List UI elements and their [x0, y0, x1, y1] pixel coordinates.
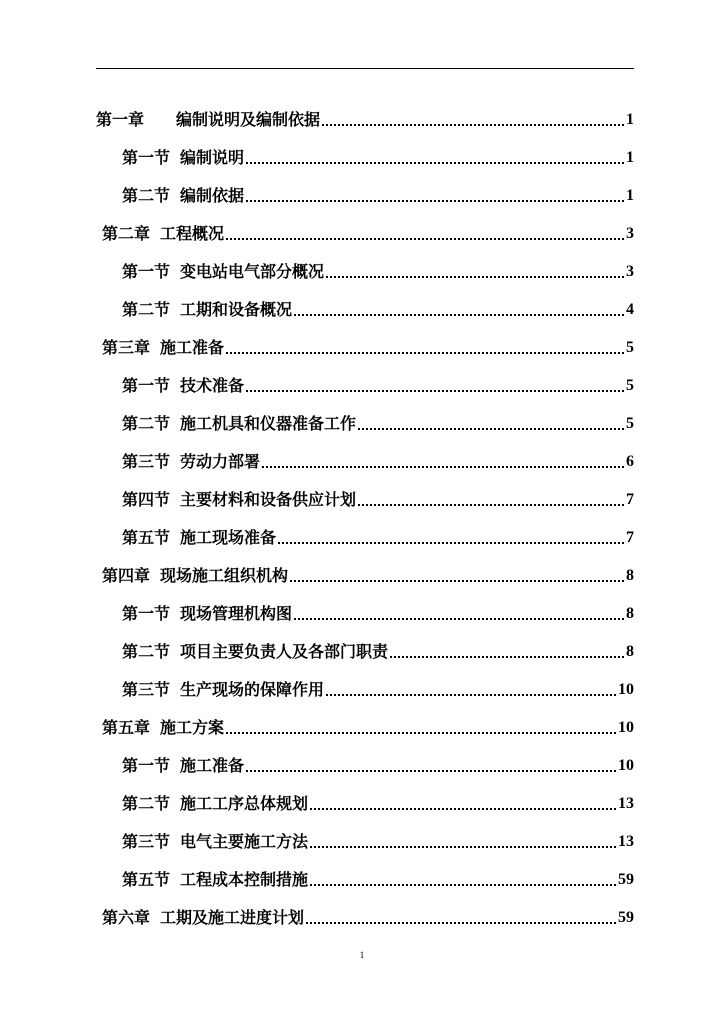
toc-section-entry[interactable] [0, 738, 724, 776]
toc-dot-leader [290, 580, 624, 582]
toc-entry-number: 第二节 [122, 300, 171, 319]
toc-entry-number: 第五章 [102, 718, 151, 737]
toc-section-entry[interactable] [0, 814, 724, 852]
toc-section-entry[interactable] [0, 396, 724, 434]
toc-entry-page: 5 [626, 377, 634, 394]
toc-dot-leader [226, 238, 624, 240]
toc-dot-leader [310, 884, 616, 886]
toc-entry-page: 8 [626, 605, 634, 622]
toc-entry-title: 电气主要施工方法 [180, 832, 309, 851]
header-rule [96, 68, 634, 69]
toc-entry-page: 4 [626, 301, 634, 318]
toc-dot-leader [294, 314, 624, 316]
toc-chapter-entry[interactable] [0, 700, 724, 738]
toc-section-entry[interactable] [0, 586, 724, 624]
toc-entry-page: 1 [626, 149, 634, 166]
toc-entry-title: 劳动力部署 [180, 452, 261, 471]
toc-entry-title: 现场管理机构图 [180, 604, 293, 623]
toc-chapter-entry[interactable] [0, 206, 724, 244]
toc-section-entry[interactable] [0, 244, 724, 282]
toc-section-entry[interactable] [0, 472, 724, 510]
toc-entry-number: 第二节 [122, 186, 171, 205]
toc-entry-number: 第三节 [122, 452, 171, 471]
toc-entry-page: 10 [618, 719, 634, 736]
toc-entry-title: 施工准备 [180, 756, 245, 775]
toc-section-entry[interactable] [0, 358, 724, 396]
toc-dot-leader [326, 276, 624, 278]
toc-entry-number: 第三节 [122, 832, 171, 851]
toc-section-entry[interactable] [0, 852, 724, 890]
toc-entry-page: 5 [626, 415, 634, 432]
toc-entry-number: 第六章 [102, 908, 151, 927]
toc-entry-page: 6 [626, 453, 634, 470]
toc-dot-leader [358, 504, 624, 506]
toc-entry-number: 第二章 [102, 224, 151, 243]
toc-entry-title: 编制依据 [180, 186, 245, 205]
toc-entry-title: 施工机具和仪器准备工作 [180, 414, 357, 433]
toc-entry-title: 施工现场准备 [180, 528, 277, 547]
toc-dot-leader [390, 656, 624, 658]
toc-entry-page: 8 [626, 567, 634, 584]
toc-dot-leader [326, 694, 616, 696]
toc-entry-number: 第三节 [122, 680, 171, 699]
toc-chapter-entry[interactable] [0, 548, 724, 586]
toc-entry-page: 59 [618, 909, 634, 926]
toc-entry-page: 13 [618, 833, 634, 850]
toc-entry-title: 编制说明 [180, 148, 245, 167]
toc-entry-page: 7 [626, 491, 634, 508]
toc-entry-number: 第一章 [96, 110, 145, 129]
toc-section-entry[interactable] [0, 776, 724, 814]
toc-chapter-entry[interactable] [0, 890, 724, 928]
toc-entry-number: 第一节 [122, 376, 171, 395]
toc-entry-title: 变电站电气部分概况 [180, 262, 325, 281]
toc-entry-page: 13 [618, 795, 634, 812]
toc-entry-page: 59 [618, 871, 634, 888]
toc-entry-title: 施工方案 [160, 718, 225, 737]
toc-section-entry[interactable] [0, 510, 724, 548]
toc-entry-number: 第五节 [122, 870, 171, 889]
toc-entry-title: 施工工序总体规划 [180, 794, 309, 813]
toc-entry-title: 技术准备 [180, 376, 245, 395]
toc-entry-title: 工期及施工进度计划 [160, 908, 305, 927]
toc-dot-leader [294, 618, 624, 620]
toc-entry-title: 工程概况 [160, 224, 225, 243]
toc-entry-number: 第一节 [122, 148, 171, 167]
toc-dot-leader [246, 200, 624, 202]
toc-entry-number: 第二节 [122, 794, 171, 813]
toc-dot-leader [358, 428, 624, 430]
toc-dot-leader [246, 162, 624, 164]
toc-dot-leader [246, 770, 616, 772]
toc-entry-page: 5 [626, 339, 634, 356]
toc-section-entry[interactable] [0, 168, 724, 206]
toc-chapter-entry[interactable] [0, 320, 724, 358]
toc-entry-title: 项目主要负责人及各部门职责 [180, 642, 389, 661]
toc-entry-page: 1 [626, 111, 634, 128]
toc-dot-leader [226, 352, 624, 354]
toc-dot-leader [310, 846, 616, 848]
toc-entry-number: 第五节 [122, 528, 171, 547]
toc-section-entry[interactable] [0, 434, 724, 472]
toc-entry-page: 7 [626, 529, 634, 546]
toc-entry-title: 工程成本控制措施 [180, 870, 309, 889]
toc-entry-number: 第一节 [122, 756, 171, 775]
toc-dot-leader [226, 732, 616, 734]
toc-dot-leader [310, 808, 616, 810]
toc-entry-title: 工期和设备概况 [180, 300, 293, 319]
toc-entry-page: 8 [626, 643, 634, 660]
toc-entry-number: 第一节 [122, 604, 171, 623]
toc-entry-page: 1 [626, 187, 634, 204]
toc-dot-leader [262, 466, 624, 468]
toc-entry-number: 第四节 [122, 490, 171, 509]
toc-entry-title: 施工准备 [160, 338, 225, 357]
toc-entry-title: 编制说明及编制依据 [176, 110, 321, 129]
toc-entry-page: 10 [618, 757, 634, 774]
toc-entry-page: 3 [626, 225, 634, 242]
toc-entry-page: 10 [618, 681, 634, 698]
toc-section-entry[interactable] [0, 662, 724, 700]
toc-entry-title: 主要材料和设备供应计划 [180, 490, 357, 509]
toc-section-entry[interactable] [0, 130, 724, 168]
toc-entry-number: 第一节 [122, 262, 171, 281]
toc-dot-leader [322, 124, 624, 126]
toc-entry-number: 第四章 [102, 566, 151, 585]
page-number: 1 [359, 950, 365, 960]
toc-section-entry[interactable] [0, 282, 724, 320]
toc-dot-leader [306, 922, 616, 924]
toc-chapter-entry[interactable] [0, 92, 724, 130]
table-of-contents [0, 92, 724, 928]
toc-entry-title: 生产现场的保障作用 [180, 680, 325, 699]
toc-section-entry[interactable] [0, 624, 724, 662]
toc-dot-leader [246, 390, 624, 392]
toc-entry-number: 第三章 [102, 338, 151, 357]
toc-entry-number: 第二节 [122, 642, 171, 661]
toc-entry-page: 3 [626, 263, 634, 280]
toc-dot-leader [278, 542, 624, 544]
toc-entry-title: 现场施工组织机构 [160, 566, 289, 585]
toc-entry-number: 第二节 [122, 414, 171, 433]
